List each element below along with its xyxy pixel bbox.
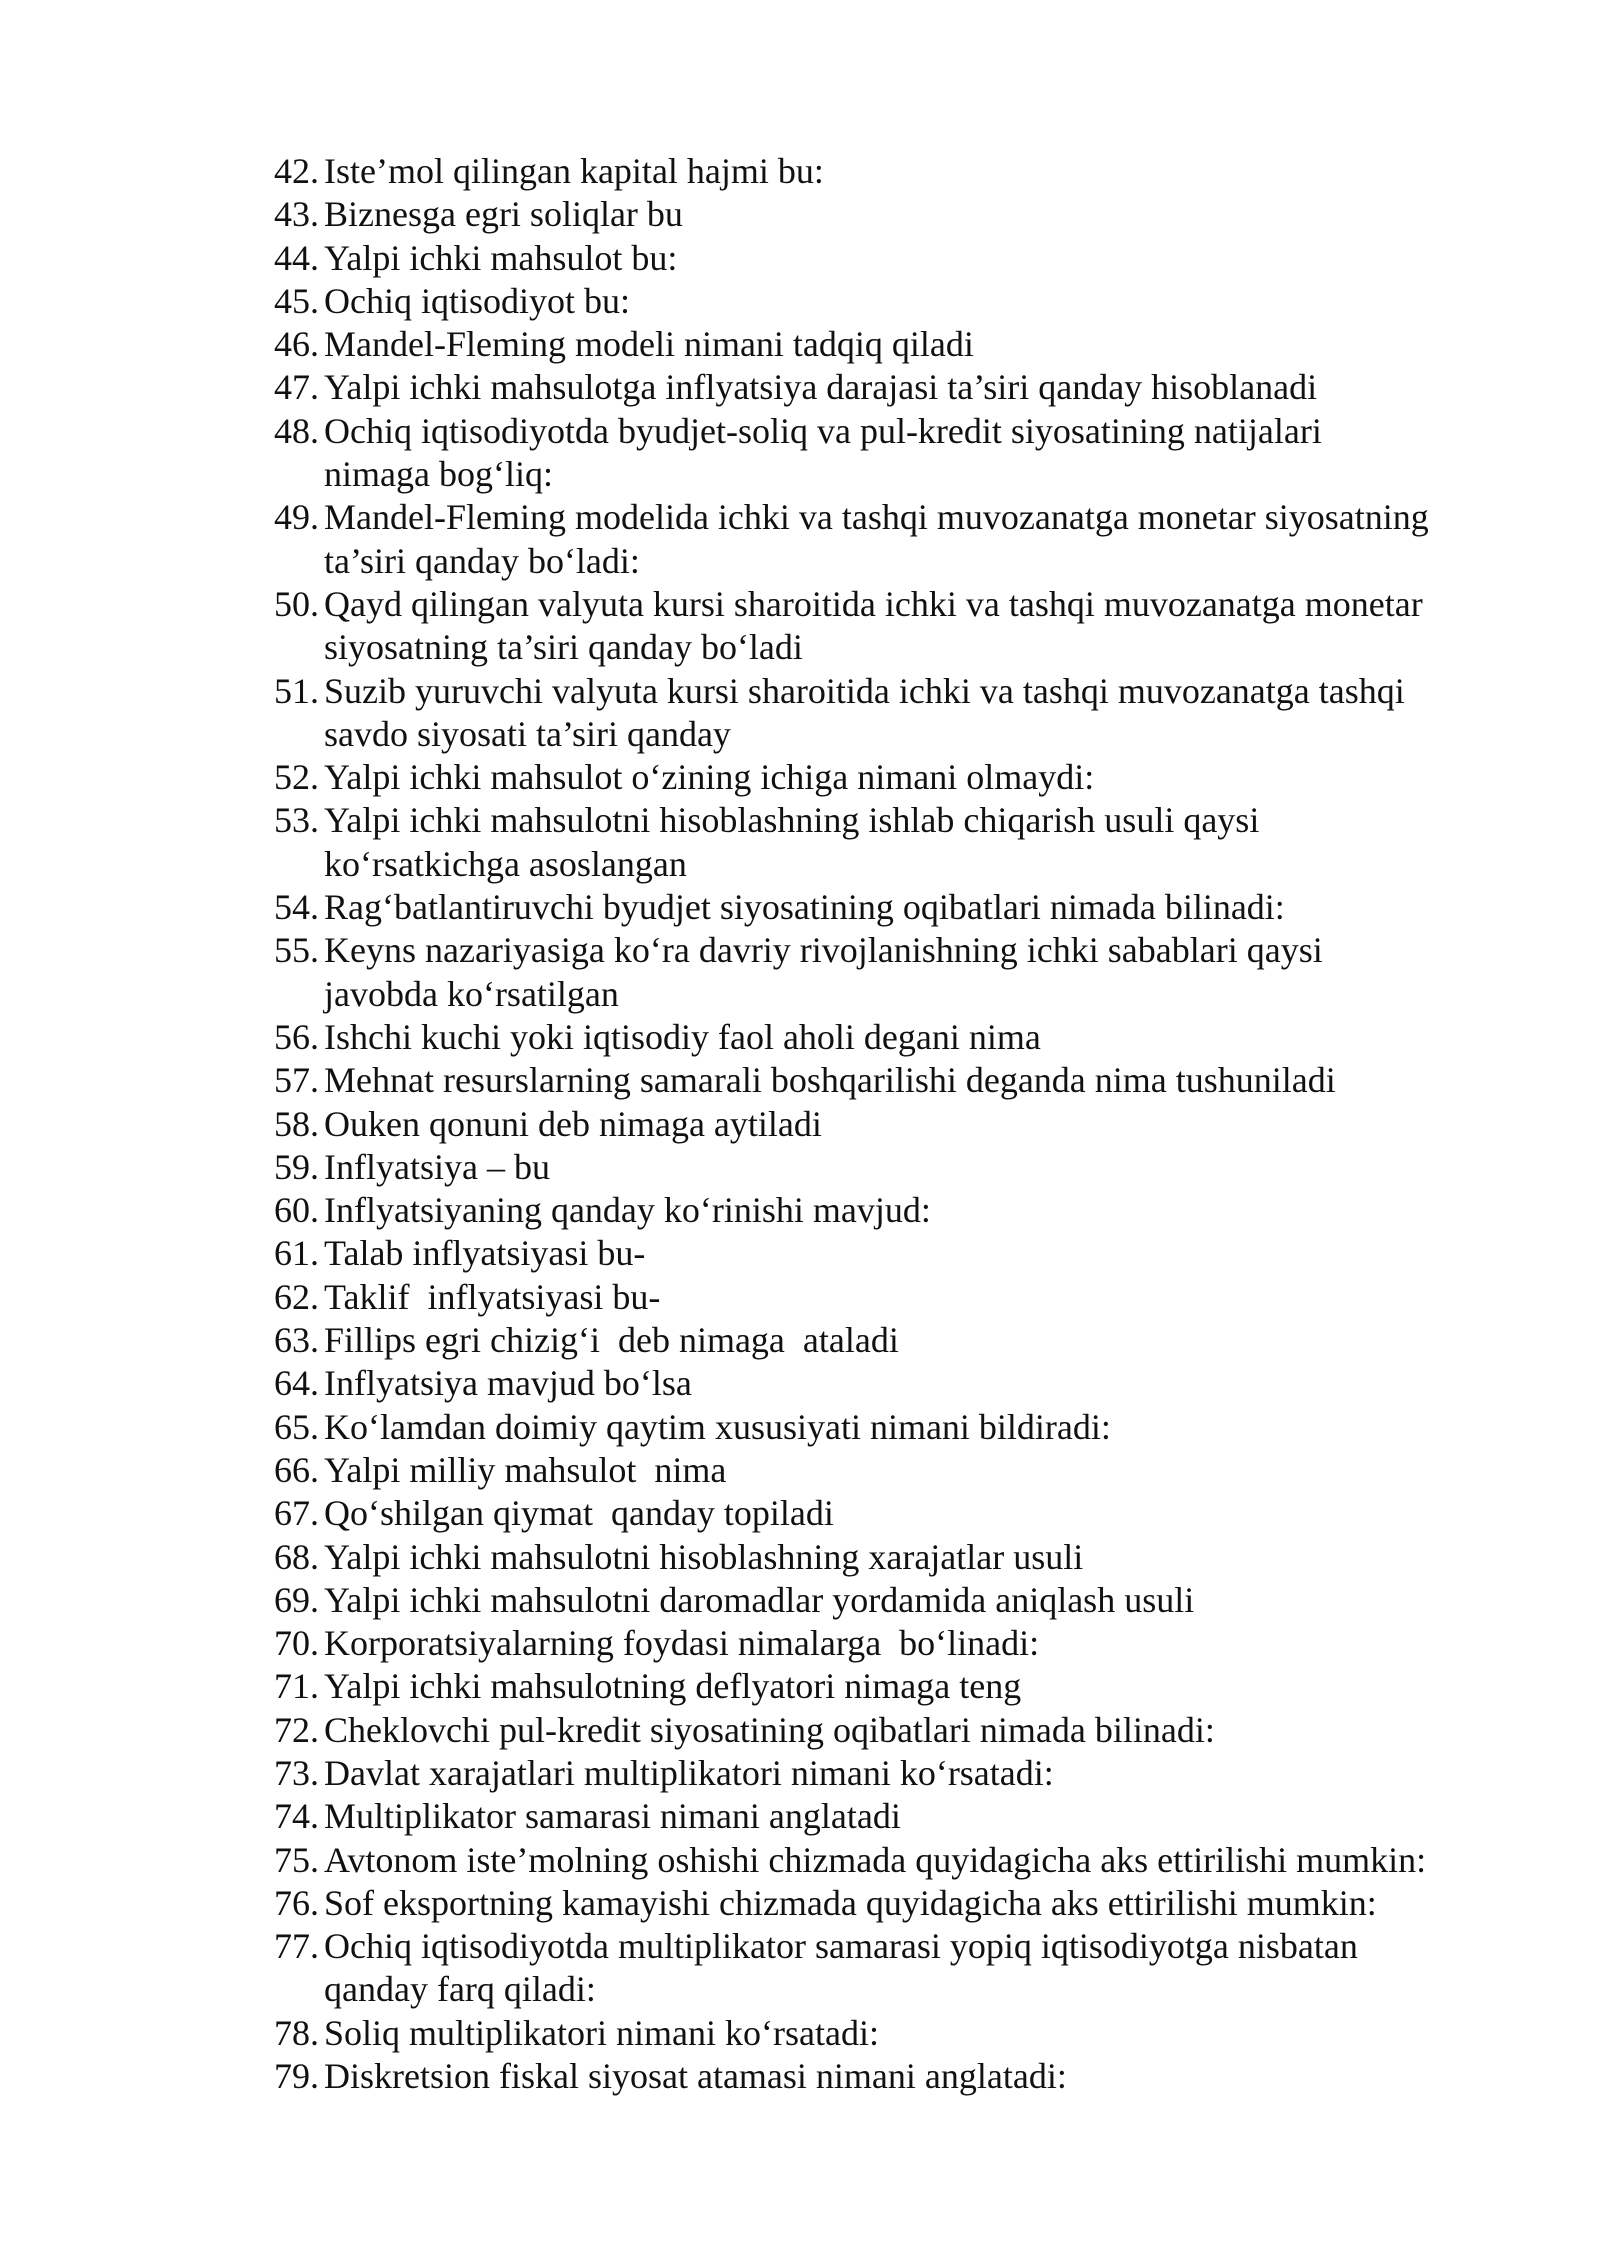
question-number: 69. xyxy=(274,1579,319,1620)
question-item xyxy=(274,929,1494,1016)
question-text: Sof eksportning kamayishi chizmada quyidagicha aks ettirilishi mumkin: xyxy=(324,1882,1377,1923)
question-text: Rag‘batlantiruvchi byudjet siyosatining oqibatlari nimada bilinadi: xyxy=(324,887,1285,928)
question-text: Yalpi ichki mahsulot bu: xyxy=(324,237,678,278)
question-item xyxy=(274,323,1494,366)
question-item xyxy=(274,1406,1494,1449)
question-text: Ko‘lamdan doimiy qaytim xususiyati nimani bildiradi: xyxy=(324,1406,1111,1447)
question-text: Biznesga egri soliqlar bu xyxy=(324,194,683,235)
question-text: Yalpi ichki mahsulotga inflyatsiya darajasi ta’siri qanday hisoblanadi xyxy=(324,367,1318,408)
question-number: 60. xyxy=(274,1190,319,1231)
question-item xyxy=(274,496,1494,583)
question-item xyxy=(274,1925,1494,2012)
question-number: 73. xyxy=(274,1752,319,1793)
question-item xyxy=(274,1579,1494,1622)
question-text: Inflyatsiya mavjud bo‘lsa xyxy=(324,1363,692,1404)
question-item xyxy=(274,2012,1494,2055)
question-number: 65. xyxy=(274,1406,319,1447)
question-item xyxy=(274,1103,1494,1146)
question-number: 70. xyxy=(274,1623,319,1664)
question-item xyxy=(274,1709,1494,1752)
question-text: Talab inflyatsiyasi bu- xyxy=(324,1233,646,1274)
question-item xyxy=(274,193,1494,236)
question-text: Ochiq iqtisodiyotda byudjet-soliq va pul-kredit siyosatining natijalari nimaga bog‘liq: xyxy=(324,410,1322,495)
question-text: Mehnat resurslarning samarali boshqarilishi deganda nima tushuniladi xyxy=(324,1060,1336,1101)
question-number: 71. xyxy=(274,1666,319,1707)
question-item xyxy=(274,756,1494,799)
question-number: 51. xyxy=(274,670,319,711)
question-text: Ishchi kuchi yoki iqtisodiy faol aholi degani nima xyxy=(324,1016,1041,1057)
question-text: Mandel-Fleming modeli nimani tadqiq qiladi xyxy=(324,324,974,365)
question-number: 66. xyxy=(274,1449,319,1490)
question-item xyxy=(274,886,1494,929)
question-number: 63. xyxy=(274,1320,319,1361)
question-number: 48. xyxy=(274,410,319,451)
question-number: 54. xyxy=(274,887,319,928)
question-number: 53. xyxy=(274,800,319,841)
question-number: 43. xyxy=(274,194,319,235)
question-number: 72. xyxy=(274,1709,319,1750)
question-text: Iste’mol qilingan kapital hajmi bu: xyxy=(324,151,824,191)
question-item xyxy=(274,799,1494,886)
question-number: 77. xyxy=(274,1926,319,1967)
question-text: Yalpi milliy mahsulot nima xyxy=(324,1449,727,1490)
question-text: Qayd qilingan valyuta kursi sharoitida ichki va tashqi muvozanatga monetar siyosatning ta’siri qanday bo‘ladi xyxy=(324,583,1423,668)
question-text: Ochiq iqtisodiyot bu: xyxy=(324,280,630,321)
question-item xyxy=(274,1752,1494,1795)
question-text: Keyns nazariyasiga ko‘ra davriy rivojlanishning ichki sabablari qaysi javobda ko‘rsatilgan xyxy=(324,930,1323,1014)
question-text: Mandel-Fleming modelida ichki va tashqi muvozanatga monetar siyosatning ta’siri qanday bo‘ladi: xyxy=(324,497,1429,581)
question-item xyxy=(274,670,1494,757)
question-item xyxy=(274,366,1494,409)
question-text: Yalpi ichki mahsulotning deflyatori nimaga teng xyxy=(324,1666,1022,1707)
question-number: 75. xyxy=(274,1839,319,1880)
question-text: Avtonom iste’molning oshishi chizmada quyidagicha aks ettirilishi mumkin: xyxy=(324,1839,1427,1880)
question-number: 58. xyxy=(274,1103,319,1144)
question-item xyxy=(274,1016,1494,1059)
question-item xyxy=(274,1492,1494,1535)
question-item xyxy=(274,583,1494,670)
question-number: 79. xyxy=(274,2056,319,2097)
question-number: 42. xyxy=(274,151,319,191)
question-text: Qo‘shilgan qiymat qanday topiladi xyxy=(324,1493,834,1534)
question-text: Multiplikator samarasi nimani anglatadi xyxy=(324,1796,901,1837)
question-item xyxy=(274,1189,1494,1232)
question-text: Ochiq iqtisodiyotda multiplikator samarasi yopiq iqtisodiyotga nisbatan qanday farq qiladi: xyxy=(324,1926,1358,2010)
question-number: 46. xyxy=(274,324,319,365)
question-item xyxy=(274,1536,1494,1579)
question-item xyxy=(274,1362,1494,1405)
question-item xyxy=(274,280,1494,323)
question-item xyxy=(274,410,1494,497)
question-text: Diskretsion fiskal siyosat atamasi nimani anglatadi: xyxy=(324,2056,1067,2097)
question-number: 64. xyxy=(274,1363,319,1404)
question-text: Korporatsiyalarning foydasi nimalarga bo‘linadi: xyxy=(324,1623,1040,1664)
question-number: 74. xyxy=(274,1796,319,1837)
question-item xyxy=(274,1146,1494,1189)
question-number: 61. xyxy=(274,1233,319,1274)
question-item xyxy=(274,1622,1494,1665)
question-number: 78. xyxy=(274,2012,319,2053)
question-item xyxy=(274,237,1494,280)
question-item xyxy=(274,1059,1494,1102)
question-item xyxy=(274,1882,1494,1925)
question-number: 47. xyxy=(274,367,319,408)
question-text: Inflyatsiya – bu xyxy=(324,1146,550,1187)
question-number: 45. xyxy=(274,280,319,321)
question-number: 56. xyxy=(274,1016,319,1057)
question-text: Taklif inflyatsiyasi bu- xyxy=(324,1276,661,1317)
question-item xyxy=(274,1232,1494,1275)
question-text: Yalpi ichki mahsulot o‘zining ichiga nimani olmaydi: xyxy=(324,757,1095,798)
question-number: 62. xyxy=(274,1276,319,1317)
question-text: Soliq multiplikatori nimani ko‘rsatadi: xyxy=(324,2012,879,2053)
question-item xyxy=(274,1665,1494,1708)
question-number: 44. xyxy=(274,237,319,278)
question-item xyxy=(274,1319,1494,1362)
question-text: Yalpi ichki mahsulotni daromadlar yordamida aniqlash usuli xyxy=(324,1579,1195,1620)
question-number: 59. xyxy=(274,1146,319,1187)
question-number: 52. xyxy=(274,757,319,798)
question-text: Ouken qonuni deb nimaga aytiladi xyxy=(324,1103,822,1144)
question-text: Yalpi ichki mahsulotni hisoblashning ishlab chiqarish usuli qaysi ko‘rsatkichga asoslangan xyxy=(324,800,1260,884)
question-number: 68. xyxy=(274,1536,319,1577)
question-text: Yalpi ichki mahsulotni hisoblashning xarajatlar usuli xyxy=(324,1536,1084,1577)
question-number: 49. xyxy=(274,497,319,538)
question-item xyxy=(274,1449,1494,1492)
question-item xyxy=(274,1276,1494,1319)
question-number: 50. xyxy=(274,583,319,624)
question-item xyxy=(274,150,1494,193)
question-number: 76. xyxy=(274,1882,319,1923)
question-text: Inflyatsiyaning qanday ko‘rinishi mavjud: xyxy=(324,1190,931,1231)
question-text: Suzib yuruvchi valyuta kursi sharoitida ichki va tashqi muvozanatga tashqi savdo siyosati ta’siri qanday xyxy=(324,670,1405,754)
question-item xyxy=(274,2055,1494,2098)
question-number: 57. xyxy=(274,1060,319,1101)
question-item xyxy=(274,1839,1494,1882)
question-text: Cheklovchi pul-kredit siyosatining oqibatlari nimada bilinadi: xyxy=(324,1709,1215,1750)
question-item xyxy=(274,1795,1494,1838)
question-number: 55. xyxy=(274,930,319,971)
question-text: Davlat xarajatlari multiplikatori nimani ko‘rsatadi: xyxy=(324,1752,1054,1793)
question-number: 67. xyxy=(274,1493,319,1534)
question-list xyxy=(274,150,1494,2098)
question-text: Fillips egri chizig‘i deb nimaga ataladi xyxy=(324,1320,899,1361)
